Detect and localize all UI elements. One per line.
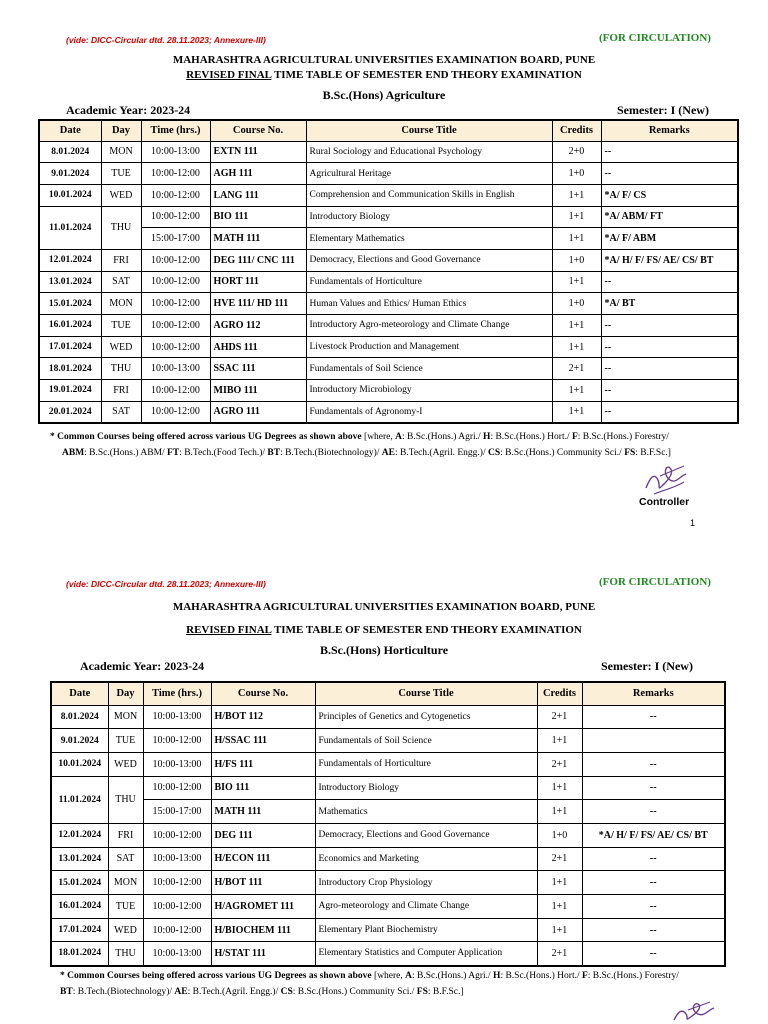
footnote-text: : B.Sc.(Hons.) Forestry/: [587, 971, 679, 981]
column-header: Course No.: [210, 120, 306, 141]
timetable-horticulture: [50, 681, 726, 967]
date-cell: 15.01.2024: [51, 871, 108, 895]
time-cell: 10:00-12:00: [141, 336, 210, 358]
credits-cell: 2+1: [552, 358, 601, 380]
course-number-cell: AGRO 111: [210, 401, 306, 423]
date-cell: 17.01.2024: [39, 336, 101, 358]
table-row: [39, 249, 738, 271]
table-row: [39, 271, 738, 293]
date-cell: 12.01.2024: [39, 249, 101, 271]
day-cell: SAT: [101, 271, 141, 293]
time-cell: 10:00-12:00: [143, 918, 211, 942]
date-cell: 10.01.2024: [39, 184, 101, 206]
time-cell: 10:00-12:00: [143, 895, 211, 919]
credits-cell: 1+0: [537, 823, 582, 847]
time-cell: 10:00-13:00: [143, 705, 211, 729]
controller-label: Controller: [639, 496, 690, 508]
footnote-text: : B.Sc.(Hons.) Agri./: [402, 432, 484, 442]
revised-final-label: REVISED FINAL: [186, 69, 272, 81]
credits-cell: 2+1: [537, 752, 582, 776]
controller-signature: [668, 998, 718, 1024]
time-cell: 10:00-12:00: [141, 271, 210, 293]
column-header: Credits: [537, 682, 582, 705]
date-cell: 16.01.2024: [39, 315, 101, 337]
table-row: [39, 141, 738, 163]
for-circulation-label: (FOR CIRCULATION): [599, 576, 711, 588]
credits-cell: 1+1: [552, 184, 601, 206]
table-row: [51, 705, 725, 729]
remarks-cell: --: [601, 380, 738, 402]
course-number-cell: DEG 111: [211, 823, 315, 847]
footnote: [60, 968, 740, 1000]
course-title-cell: Agricultural Heritage: [306, 163, 552, 185]
table-row: [51, 942, 725, 966]
time-cell: 10:00-13:00: [143, 942, 211, 966]
day-cell: WED: [101, 184, 141, 206]
course-number-cell: H/ECON 111: [211, 847, 315, 871]
time-cell: 10:00-13:00: [141, 358, 210, 380]
timetable-heading: [0, 69, 768, 81]
table-row: [39, 336, 738, 358]
time-cell: 10:00-13:00: [143, 752, 211, 776]
credits-cell: 1+1: [552, 271, 601, 293]
heading-rest: TIME TABLE OF SEMESTER END THEORY EXAMINATION: [271, 624, 582, 636]
credits-cell: 1+1: [552, 315, 601, 337]
footnote-text: : B.Tech.(Food Tech.)/: [179, 448, 268, 458]
day-cell: THU: [108, 776, 143, 823]
time-cell: 10:00-12:00: [141, 401, 210, 423]
credits-cell: 1+1: [552, 380, 601, 402]
table-row: [39, 184, 738, 206]
table-row: [51, 823, 725, 847]
circular-reference: (vide: DICC-Circular dtd. 28.11.2023; Annexure-III): [66, 35, 266, 45]
footnote-key: FS: [624, 448, 636, 458]
course-title-cell: Introductory Biology: [306, 206, 552, 228]
day-cell: FRI: [101, 249, 141, 271]
remarks-cell: *A/ H/ F/ FS/ AE/ CS/ BT: [582, 823, 725, 847]
footnote-key: F: [571, 432, 578, 442]
time-cell: 10:00-12:00: [143, 729, 211, 753]
remarks-cell: --: [582, 776, 725, 800]
table-row: [51, 752, 725, 776]
course-number-cell: AGRO 112: [210, 315, 306, 337]
remarks-cell: --: [601, 163, 738, 185]
course-title-cell: Introductory Crop Physiology: [315, 871, 537, 895]
date-cell: 20.01.2024: [39, 401, 101, 423]
footnote-key: BT: [60, 987, 73, 997]
credits-cell: 1+1: [537, 871, 582, 895]
course-title-cell: Economics and Marketing: [315, 847, 537, 871]
credits-cell: 2+1: [537, 942, 582, 966]
footnote-text: : B.Sc.(Hons.) Hort./: [490, 432, 572, 442]
course-title-cell: Mathematics: [315, 800, 537, 824]
credits-cell: 1+0: [552, 163, 601, 185]
table-header-row: [51, 682, 725, 705]
credits-cell: 2+0: [552, 141, 601, 163]
date-cell: 16.01.2024: [51, 895, 108, 919]
remarks-cell: --: [601, 336, 738, 358]
remarks-cell: --: [582, 752, 725, 776]
column-header: Time (hrs.): [143, 682, 211, 705]
course-title-cell: Principles of Genetics and Cytogenetics: [315, 705, 537, 729]
day-cell: TUE: [101, 163, 141, 185]
day-cell: MON: [108, 871, 143, 895]
day-cell: SAT: [108, 847, 143, 871]
course-title-cell: Livestock Production and Management: [306, 336, 552, 358]
day-cell: WED: [108, 752, 143, 776]
course-title-cell: Rural Sociology and Educational Psychology: [306, 141, 552, 163]
day-cell: TUE: [108, 729, 143, 753]
course-number-cell: AHDS 111: [210, 336, 306, 358]
table-row: [39, 163, 738, 185]
footnote-key: F: [581, 971, 588, 981]
date-cell: 8.01.2024: [51, 705, 108, 729]
day-cell: THU: [101, 206, 141, 249]
course-title-cell: Human Values and Ethics/ Human Ethics: [306, 293, 552, 315]
revised-final-label: REVISED FINAL: [186, 624, 272, 636]
course-title-cell: Fundamentals of Soil Science: [306, 358, 552, 380]
course-title-cell: Democracy, Elections and Good Governance: [306, 249, 552, 271]
date-cell: 19.01.2024: [39, 380, 101, 402]
date-cell: 17.01.2024: [51, 918, 108, 942]
credits-cell: 2+1: [537, 705, 582, 729]
credits-cell: 1+0: [552, 293, 601, 315]
program-title: B.Sc.(Hons) Agriculture: [322, 88, 446, 102]
footnote: [50, 429, 730, 461]
credits-cell: 1+1: [537, 729, 582, 753]
column-header: Course Title: [306, 120, 552, 141]
footnote-key: FS: [416, 987, 428, 997]
remarks-cell: --: [582, 847, 725, 871]
course-title-cell: Fundamentals of Agronomy-I: [306, 401, 552, 423]
timetable-heading: [0, 624, 768, 636]
course-title-cell: Agro-meteorology and Climate Change: [315, 895, 537, 919]
remarks-cell: *A/ ABM/ FT: [601, 206, 738, 228]
date-cell: 13.01.2024: [51, 847, 108, 871]
column-header: Course No.: [211, 682, 315, 705]
remarks-cell: --: [582, 800, 725, 824]
course-title-cell: Comprehension and Communication Skills in English: [306, 184, 552, 206]
remarks-cell: --: [601, 401, 738, 423]
semester-label: Semester: I (New): [601, 659, 693, 673]
controller-signature: [640, 458, 700, 498]
footnote-text: : B.Sc.(Hons.) Community Sci./: [500, 448, 625, 458]
course-number-cell: H/BIOCHEM 111: [211, 918, 315, 942]
course-number-cell: H/FS 111: [211, 752, 315, 776]
credits-cell: 1+1: [552, 206, 601, 228]
time-cell: 10:00-12:00: [143, 776, 211, 800]
remarks-cell: --: [582, 705, 725, 729]
footnote-text: : B.Sc.(Hons.) Hort./: [500, 971, 582, 981]
remarks-cell: *A/ H/ F/ FS/ AE/ CS/ BT: [601, 249, 738, 271]
table-row: [51, 871, 725, 895]
course-number-cell: MATH 111: [211, 800, 315, 824]
course-number-cell: HORT 111: [210, 271, 306, 293]
column-header: Date: [51, 682, 108, 705]
course-title-cell: Fundamentals of Horticulture: [306, 271, 552, 293]
date-cell: 8.01.2024: [39, 141, 101, 163]
remarks-cell: [582, 729, 725, 753]
table-header-row: [39, 120, 738, 141]
footnote-text: : B.F.Sc.]: [635, 448, 671, 458]
table-row: [39, 228, 738, 250]
credits-cell: 1+1: [537, 800, 582, 824]
footnote-key: CS: [487, 448, 501, 458]
column-header: Credits: [552, 120, 601, 141]
credits-cell: 1+1: [537, 776, 582, 800]
footnote-text: : B.Sc.(Hons.) ABM/: [84, 448, 168, 458]
course-number-cell: AGH 111: [210, 163, 306, 185]
table-row: [51, 776, 725, 800]
for-circulation-label: (FOR CIRCULATION): [599, 32, 711, 44]
footnote-key: A: [395, 432, 403, 442]
program-title: B.Sc.(Hons) Horticulture: [319, 643, 449, 657]
table-row: [39, 315, 738, 337]
column-header: Day: [101, 120, 141, 141]
table-row: [39, 380, 738, 402]
column-header: Remarks: [582, 682, 725, 705]
day-cell: MON: [108, 705, 143, 729]
credits-cell: 1+1: [552, 336, 601, 358]
course-number-cell: EXTN 111: [210, 141, 306, 163]
time-cell: 10:00-12:00: [141, 315, 210, 337]
footnote-text: : B.Sc.(Hons.) Community Sci./: [292, 987, 417, 997]
remarks-cell: *A/ F/ ABM: [601, 228, 738, 250]
footnote-text: : B.Tech.(Agril. Engg.)/: [187, 987, 281, 997]
date-cell: 15.01.2024: [39, 293, 101, 315]
footnote-text: [where,: [371, 971, 406, 981]
remarks-cell: --: [601, 271, 738, 293]
page-number: 1: [690, 518, 696, 528]
time-cell: 10:00-12:00: [141, 163, 210, 185]
remarks-cell: --: [582, 895, 725, 919]
column-header: Course Title: [315, 682, 537, 705]
course-number-cell: DEG 111/ CNC 111: [210, 249, 306, 271]
table-row: [51, 918, 725, 942]
day-cell: FRI: [101, 380, 141, 402]
date-cell: 11.01.2024: [51, 776, 108, 823]
course-title-cell: Fundamentals of Soil Science: [315, 729, 537, 753]
table-row: [51, 895, 725, 919]
time-cell: 15:00-17:00: [141, 228, 210, 250]
day-cell: THU: [101, 358, 141, 380]
footnote-lead: * Common Courses being offered across various UG Degrees as shown above: [50, 432, 362, 442]
credits-cell: 1+1: [537, 895, 582, 919]
footnote-text: : B.Sc.(Hons.) Forestry/: [577, 432, 669, 442]
course-number-cell: MIBO 111: [210, 380, 306, 402]
remarks-cell: --: [601, 141, 738, 163]
heading-rest: TIME TABLE OF SEMESTER END THEORY EXAMINATION: [271, 69, 582, 81]
credits-cell: 1+1: [537, 918, 582, 942]
footnote-text: : B.F.Sc.]: [427, 987, 464, 997]
course-title-cell: Elementary Plant Biochemistry: [315, 918, 537, 942]
footnote-text: : B.Tech.(Agril. Engg.)/: [394, 448, 488, 458]
credits-cell: 1+0: [552, 249, 601, 271]
day-cell: WED: [108, 918, 143, 942]
course-number-cell: H/SSAC 111: [211, 729, 315, 753]
timetable-agriculture: [38, 119, 739, 424]
course-title-cell: Elementary Mathematics: [306, 228, 552, 250]
course-title-cell: Elementary Statistics and Computer Application: [315, 942, 537, 966]
day-cell: TUE: [101, 315, 141, 337]
time-cell: 10:00-13:00: [141, 141, 210, 163]
date-cell: 13.01.2024: [39, 271, 101, 293]
table-row: [39, 293, 738, 315]
course-number-cell: SSAC 111: [210, 358, 306, 380]
day-cell: WED: [101, 336, 141, 358]
footnote-text: : B.Tech.(Biotechnology)/: [280, 448, 382, 458]
remarks-cell: --: [582, 942, 725, 966]
day-cell: TUE: [108, 895, 143, 919]
date-cell: 18.01.2024: [39, 358, 101, 380]
remarks-cell: *A/ BT: [601, 293, 738, 315]
course-number-cell: H/AGROMET 111: [211, 895, 315, 919]
time-cell: 10:00-12:00: [141, 249, 210, 271]
date-cell: 11.01.2024: [39, 206, 101, 249]
time-cell: 10:00-12:00: [141, 184, 210, 206]
footnote-key: H: [493, 971, 501, 981]
course-number-cell: H/BOT 112: [211, 705, 315, 729]
course-title-cell: Fundamentals of Horticulture: [315, 752, 537, 776]
circular-reference: (vide: DICC-Circular dtd. 28.11.2023; Annexure-III): [66, 579, 266, 589]
date-cell: 9.01.2024: [39, 163, 101, 185]
time-cell: 15:00-17:00: [143, 800, 211, 824]
column-header: Time (hrs.): [141, 120, 210, 141]
remarks-cell: --: [601, 358, 738, 380]
footnote-text: : B.Tech.(Biotechnology)/: [72, 987, 175, 997]
course-number-cell: MATH 111: [210, 228, 306, 250]
column-header: Remarks: [601, 120, 738, 141]
credits-cell: 1+1: [552, 228, 601, 250]
board-title: MAHARASHTRA AGRICULTURAL UNIVERSITIES EXAMINATION BOARD, PUNE: [172, 601, 596, 613]
table-row: [39, 401, 738, 423]
course-number-cell: LANG 111: [210, 184, 306, 206]
course-title-cell: Introductory Agro-meteorology and Climate Change: [306, 315, 552, 337]
time-cell: 10:00-12:00: [141, 206, 210, 228]
semester-label: Semester: I (New): [617, 103, 709, 117]
course-number-cell: BIO 111: [210, 206, 306, 228]
date-cell: 10.01.2024: [51, 752, 108, 776]
column-header: Day: [108, 682, 143, 705]
footnote-key: AE: [174, 987, 188, 997]
remarks-cell: *A/ F/ CS: [601, 184, 738, 206]
course-title-cell: Introductory Microbiology: [306, 380, 552, 402]
day-cell: SAT: [101, 401, 141, 423]
course-number-cell: BIO 111: [211, 776, 315, 800]
time-cell: 10:00-12:00: [141, 380, 210, 402]
footnote-key: BT: [267, 448, 281, 458]
footnote-text: : B.Sc.(Hons.) Agri./: [412, 971, 494, 981]
time-cell: 10:00-12:00: [143, 871, 211, 895]
date-cell: 18.01.2024: [51, 942, 108, 966]
footnote-key: H: [483, 432, 491, 442]
footnote-lead: * Common Courses being offered across various UG Degrees as shown above: [60, 971, 372, 981]
day-cell: THU: [108, 942, 143, 966]
remarks-cell: --: [582, 918, 725, 942]
course-title-cell: Democracy, Elections and Good Governance: [315, 823, 537, 847]
day-cell: MON: [101, 141, 141, 163]
column-header: Date: [39, 120, 101, 141]
date-cell: 12.01.2024: [51, 823, 108, 847]
table-row: [39, 358, 738, 380]
footnote-key: FT: [167, 448, 180, 458]
remarks-cell: --: [601, 315, 738, 337]
table-row: [51, 729, 725, 753]
table-row: [51, 800, 725, 824]
academic-year: Academic Year: 2023-24: [80, 659, 205, 673]
footnote-key: ABM: [62, 448, 85, 458]
course-title-cell: Introductory Biology: [315, 776, 537, 800]
course-number-cell: H/BOT 111: [211, 871, 315, 895]
credits-cell: 1+1: [552, 401, 601, 423]
academic-year: Academic Year: 2023-24: [66, 103, 191, 117]
date-cell: 9.01.2024: [51, 729, 108, 753]
credits-cell: 2+1: [537, 847, 582, 871]
table-row: [39, 206, 738, 228]
time-cell: 10:00-12:00: [143, 823, 211, 847]
course-number-cell: H/STAT 111: [211, 942, 315, 966]
remarks-cell: --: [582, 871, 725, 895]
day-cell: MON: [101, 293, 141, 315]
footnote-key: CS: [280, 987, 293, 997]
footnote-key: A: [405, 971, 413, 981]
time-cell: 10:00-12:00: [141, 293, 210, 315]
time-cell: 10:00-13:00: [143, 847, 211, 871]
day-cell: FRI: [108, 823, 143, 847]
footnote-text: [where,: [361, 432, 396, 442]
footnote-key: AE: [381, 448, 395, 458]
table-row: [51, 847, 725, 871]
course-number-cell: HVE 111/ HD 111: [210, 293, 306, 315]
board-title: MAHARASHTRA AGRICULTURAL UNIVERSITIES EXAMINATION BOARD, PUNE: [172, 54, 596, 66]
